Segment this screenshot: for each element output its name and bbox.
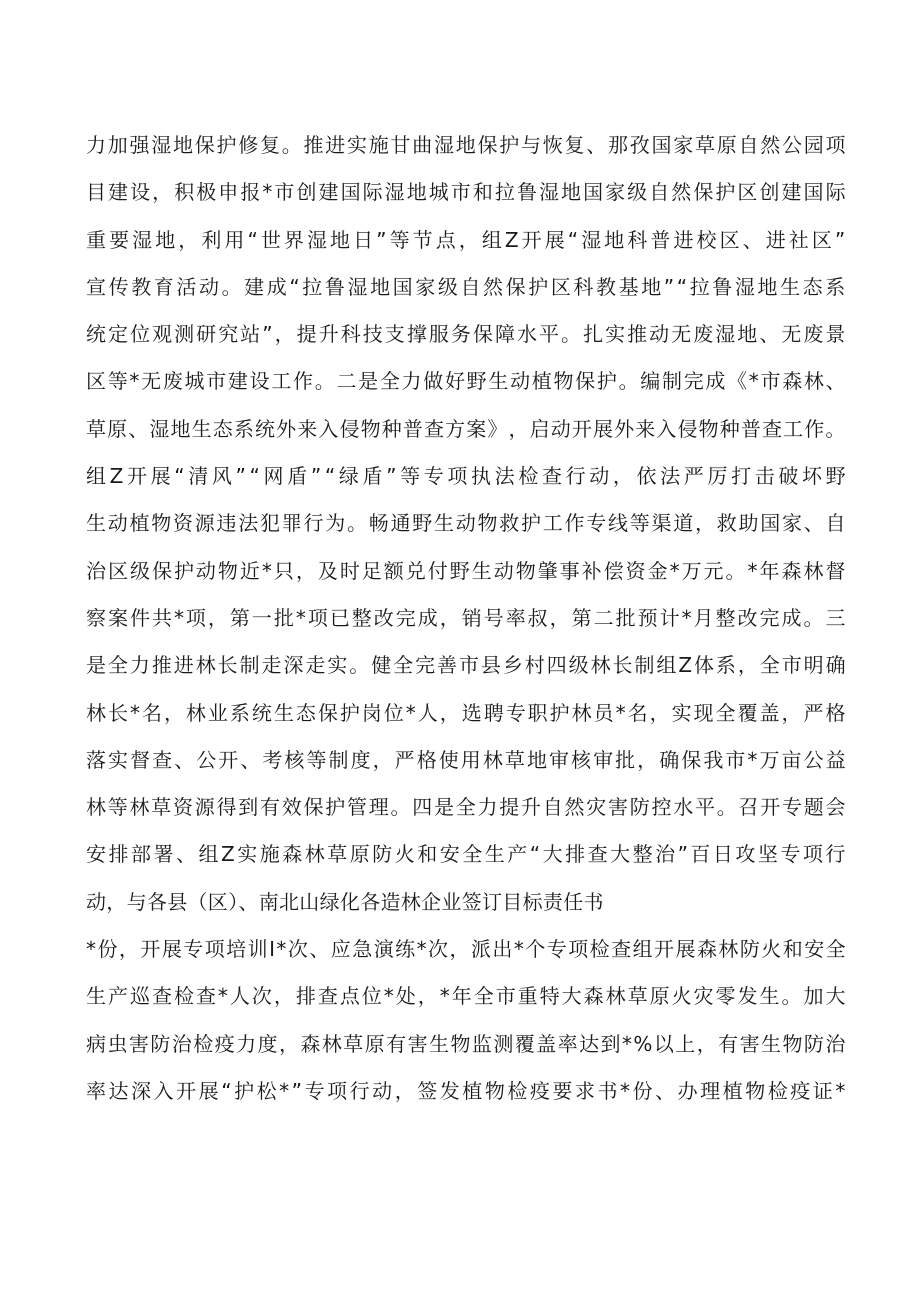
text-line: 统 定 位 观 测 研 究 站 ” ， 提 升 科 技 支 撑 服 务 保 障 水 平 。 扎 实 推 动 无 废 湿 地 、 无 废 景 [86,322,846,347]
text-line: 率 达 深 入 开 展 “ 护 松 * ” 专 项 行 动 ， 签 发 植 物 检 疫 要 求 书 * 份 、 办 理 植 物 检 疫 证 * [86,1078,846,1103]
text-line: 林 长 * 名 ， 林 业 系 统 生 态 保 护 岗 位 * 人 ， 选 聘 专 职 护 林 员 * 名 ， 实 现 全 覆 盖 ， 严 格 [86,700,846,725]
text-line: 生 产 巡 查 检 查 * 人 次 ， 排 查 点 位 * 处 ， * 年 全 市 重 特 大 森 林 草 原 火 灾 零 发 生 。 加 大 [86,984,846,1009]
text-line: 力 加 强 湿 地 保 护 修 复 。 推 进 实 施 甘 曲 湿 地 保 护 与 恢 复 、 那 孜 国 家 草 原 自 然 公 园 项 [86,133,846,157]
text-line: 区 等 * 无 废 城 市 建 设 工 作 。 二 是 全 力 做 好 野 生 动 植 物 保 护 。 编 制 完 成 《 * 市 森 林 、 [86,369,846,394]
text-line: 草 原 、 湿 地 生 态 系 统 外 来 入 侵 物 种 普 查 方 案 》 ， 启 动 开 展 外 来 入 侵 物 种 普 查 工 作 。 [86,416,846,441]
text-line: 安 排 部 署 、 组 Z 实 施 森 林 草 原 防 火 和 安 全 生 产 “ 大 排 查 大 整 治 ” 百 日 攻 坚 专 项 行 [86,842,846,867]
text-line: 治 区 级 保 护 动 物 近 * 只 ， 及 时 足 额 兑 付 野 生 动 物 肇 事 补 偿 资 金 * 万 元 。 * 年 森 林 督 [86,558,846,583]
text-line: 重 要 湿 地 ， 利 用 “ 世 界 湿 地 日 ” 等 节 点 ， 组 Z 开 展 “ 湿 地 科 普 进 校 区 、 进 社 区 ” [86,227,846,252]
text-line: 生 动 植 物 资 源 违 法 犯 罪 行 为 。 畅 通 野 生 动 物 救 护 工 作 专 线 等 渠 道 ， 救 助 国 家 、 自 [86,511,846,536]
text-line: 是 全 力 推 进 林 长 制 走 深 走 实 。 健 全 完 善 市 县 乡 村 四 级 林 长 制 组 Z 体 系 ， 全 市 明 确 [86,653,846,678]
text-line: 落 实 督 查 、 公 开 、 考 核 等 制 度 ， 严 格 使 用 林 草 地 审 核 审 批 ， 确 保 我 市 * 万 亩 公 益 [86,747,846,772]
text-line: 动，与各县（区）、南北山绿化各造林企业签订目标责任书 [86,889,604,914]
text-line: * 份 ， 开 展 专 项 培 训 I * 次 、 应 急 演 练 * 次 ， 派 出 * 个 专 项 检 查 组 开 展 森 林 防 火 和 安 全 [86,937,846,962]
text-line: 组 Z 开 展 “ 清 风 ” “ 网 盾 ” “ 绿 盾 ” 等 专 项 执 法 检 查 行 动 ， 依 法 严 厉 打 击 破 坏 野 [86,464,846,489]
text-line: 目 建 设 ， 积 极 申 报 * 市 创 建 国 际 湿 地 城 市 和 拉 鲁 湿 地 国 家 级 自 然 保 护 区 创 建 国 际 [86,180,846,205]
text-line: 宣 传 教 育 活 动 。 建 成 “ 拉 鲁 湿 地 国 家 级 自 然 保 护 区 科 教 基 地 ” “ 拉 鲁 湿 地 生 态 系 [86,274,846,299]
text-line: 察 案 件 共 * 项 ， 第 一 批 * 项 已 整 改 完 成 ， 销 号 率 叔 ， 第 二 批 预 计 * 月 整 改 完 成 。 三 [86,605,846,630]
text-line: 林 等 林 草 资 源 得 到 有 效 保 护 管 理 。 四 是 全 力 提 升 自 然 灾 害 防 控 水 平 。 召 开 专 题 会 [86,795,846,820]
text-line: 病 虫 害 防 治 检 疫 力 度 ， 森 林 草 原 有 害 生 物 监 测 覆 盖 率 达 到 * % 以 上 ， 有 害 生 物 防 治 [86,1031,846,1056]
body-text [86,122,846,1115]
